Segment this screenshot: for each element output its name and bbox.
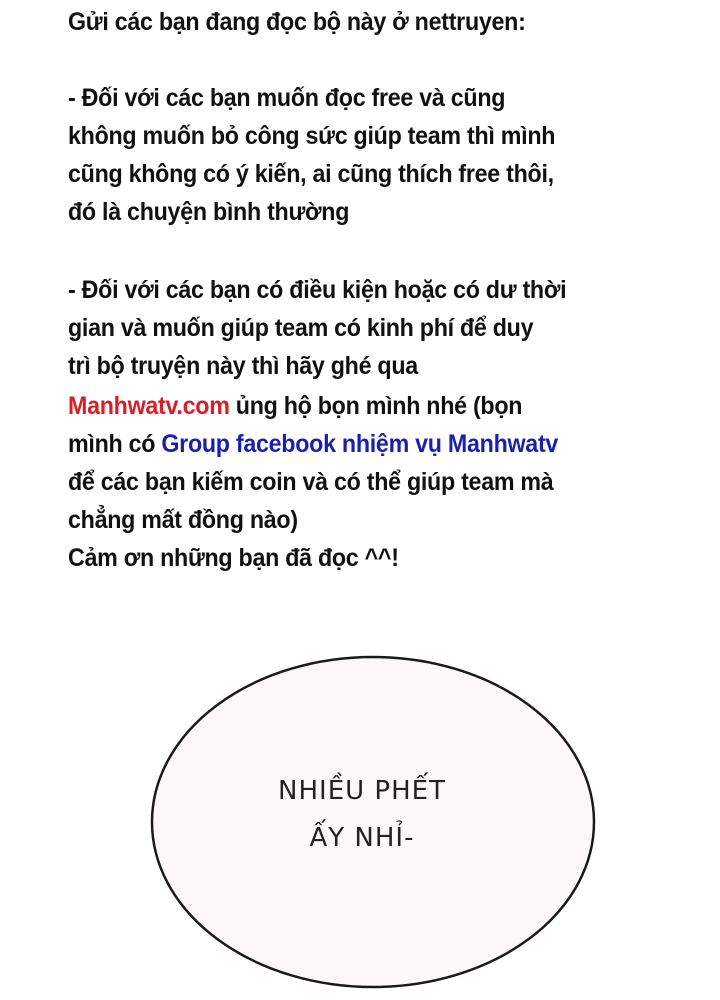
bubble-text: NHIỀU PHẾT (278, 776, 446, 806)
para1-line: - Đối với các bạn muốn đọc free và cũng (68, 84, 506, 112)
thanks-line: Cảm ơn những bạn đã đọc ^^! (68, 544, 399, 572)
para2-line: để các bạn kiếm coin và có thể giúp team mà (68, 468, 554, 496)
manhwatv-site-link[interactable]: Manhwatv.com (68, 392, 230, 420)
para2-line: gian và muốn giúp team có kinh phí để duy (68, 314, 534, 342)
para2-line: chẳng mất đồng nào) (68, 506, 298, 534)
para1-line: không muốn bỏ công sức giúp team thì mình (68, 122, 556, 150)
greeting: Gửi các bạn đang đọc bộ này ở nettruyen: (68, 8, 526, 36)
para1-line: cũng không có ý kiến, ai cũng thích free thôi, (68, 160, 554, 188)
bubble-text: ẤY NHỈ- (309, 823, 415, 853)
line-text: mình có (68, 430, 162, 458)
bubble-line-2 (0, 823, 720, 853)
speech-bubble-outline (152, 657, 594, 987)
facebook-group-link[interactable]: Group facebook nhiệm vụ Manhwatv (161, 430, 559, 458)
bubble-line-1 (0, 776, 720, 806)
para1-line: đó là chuyện bình thường (68, 198, 350, 226)
line-text: ủng hộ bọn mình nhé (bọn (229, 392, 523, 420)
para2-line: trì bộ truyện này thì hãy ghé qua (68, 352, 418, 380)
para2-line: - Đối với các bạn có điều kiện hoặc có dư thời (68, 276, 567, 304)
